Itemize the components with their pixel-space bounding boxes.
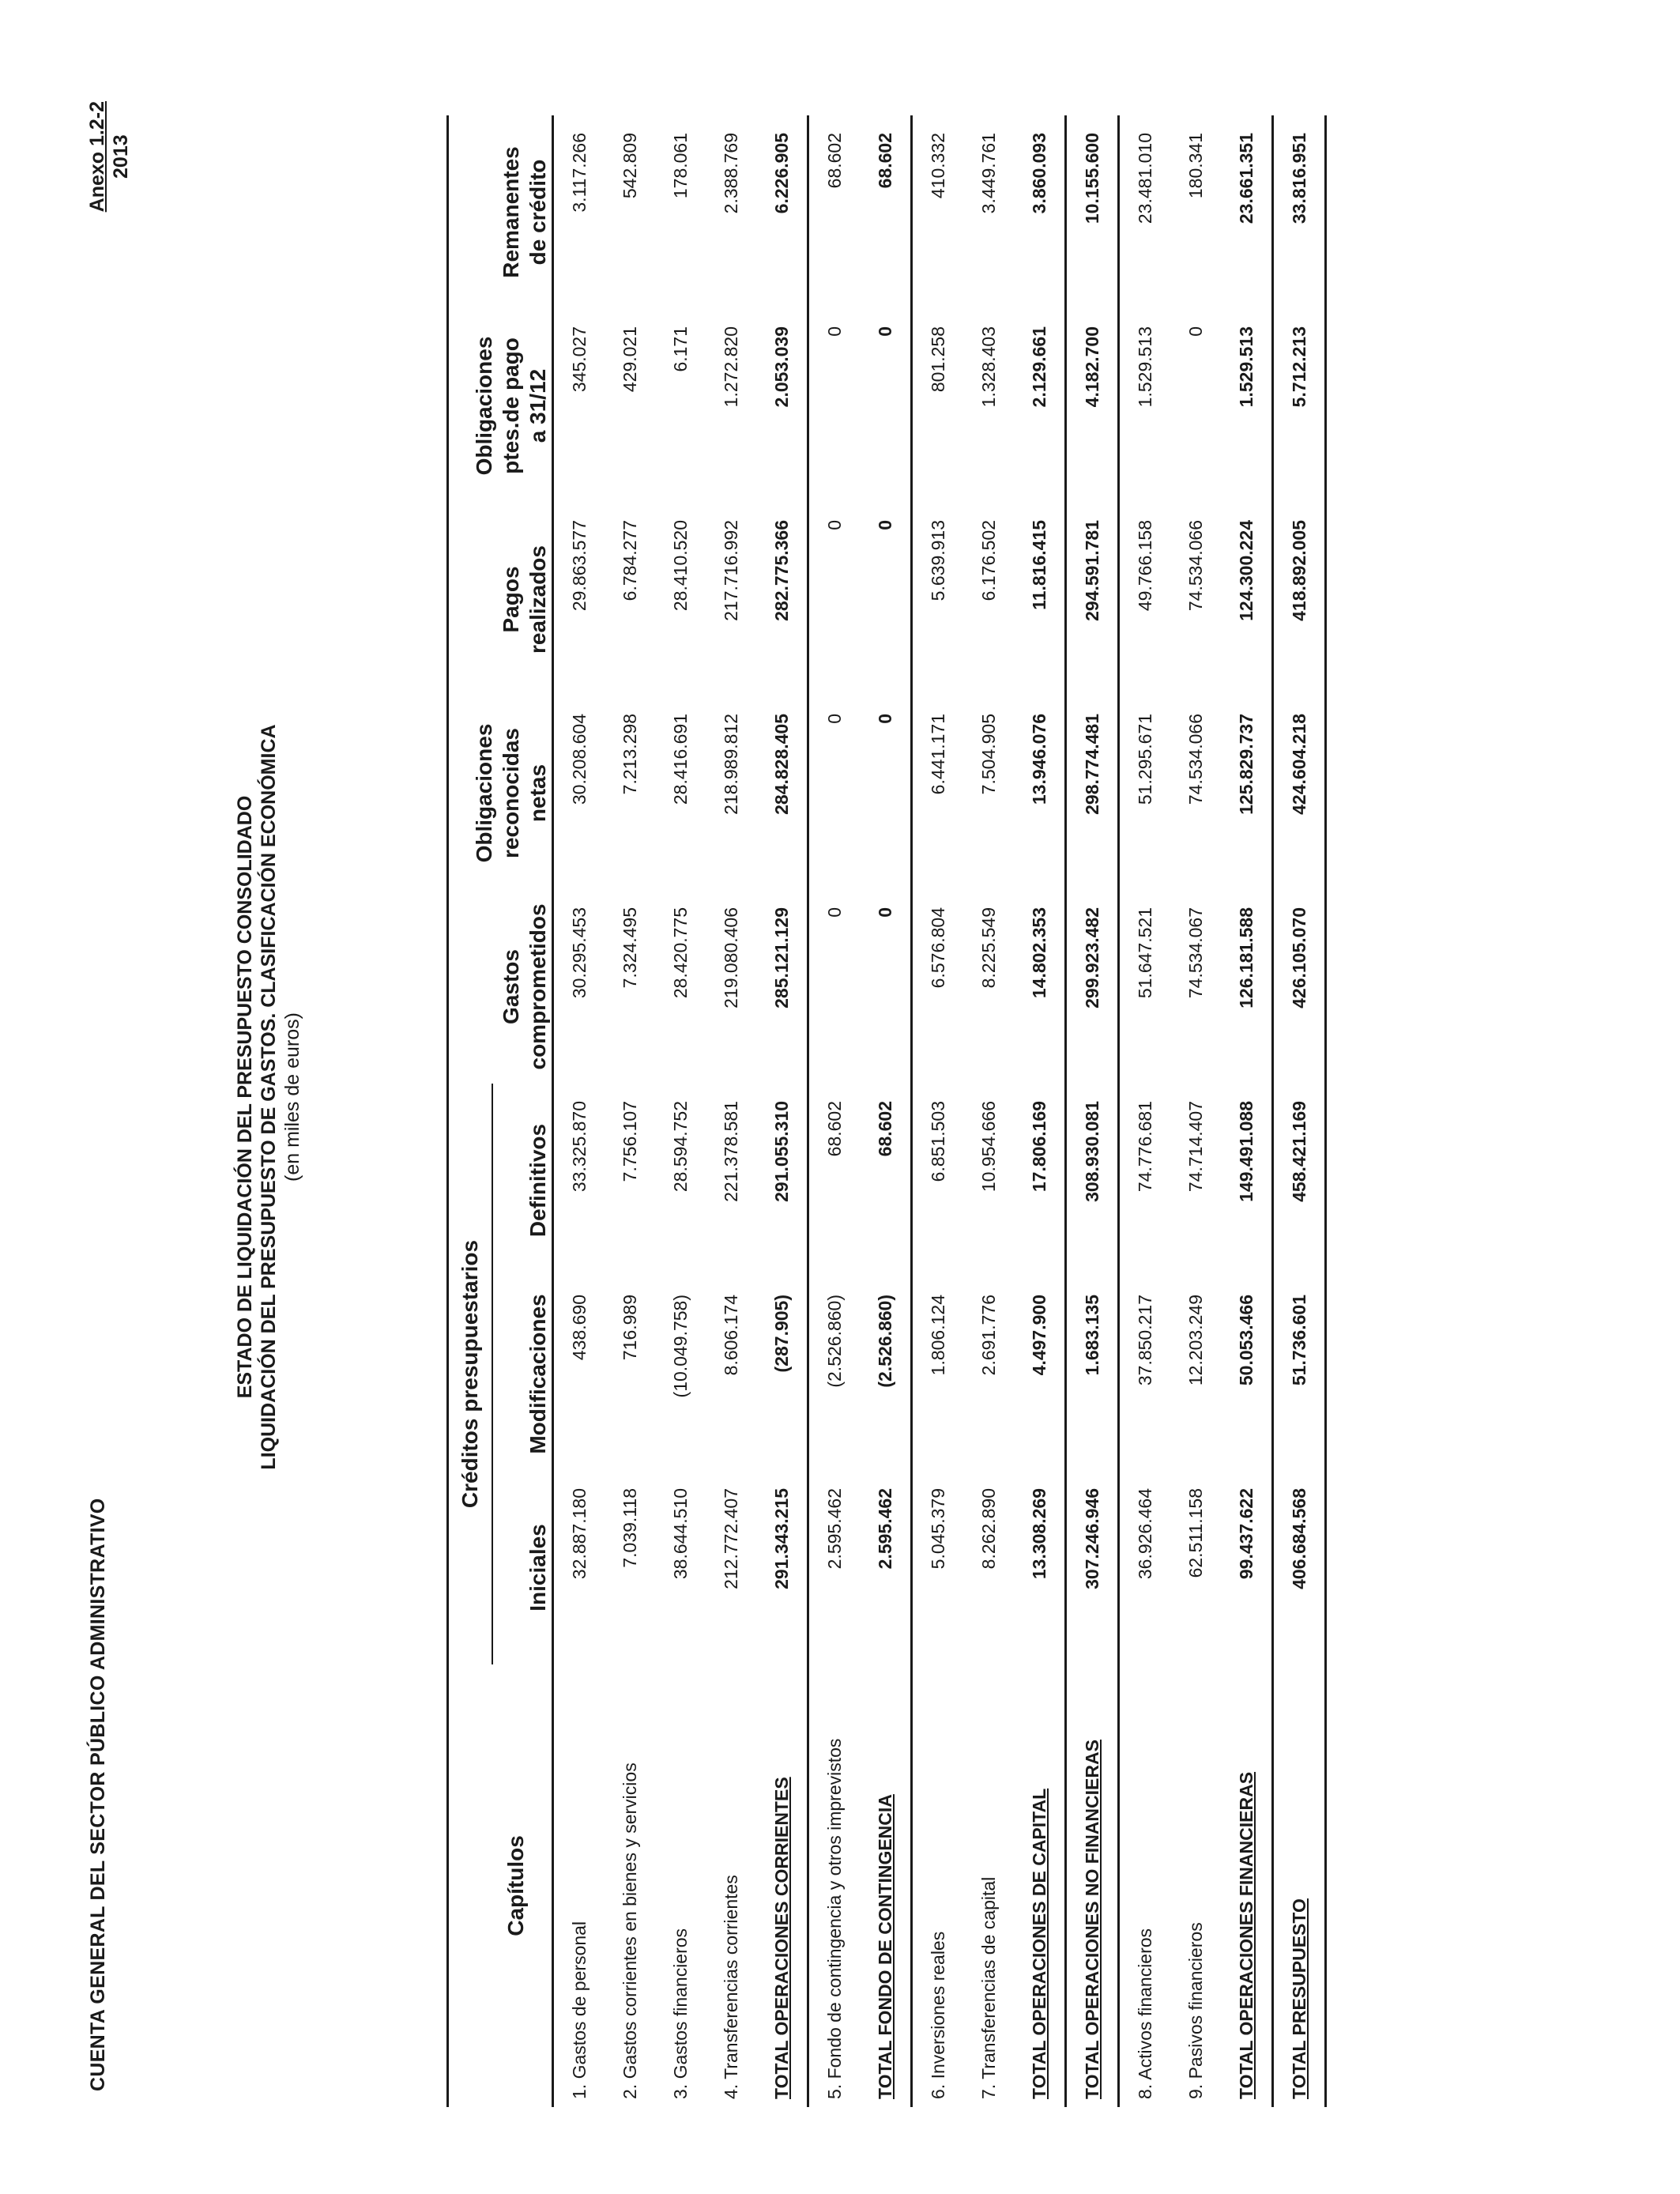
cell-remanentes: 180.341 bbox=[1185, 132, 1206, 199]
cell-iniciales: 291.343.215 bbox=[756, 1471, 808, 1664]
cell-iniciales: 38.644.510 bbox=[669, 1488, 691, 1580]
table-row bbox=[655, 115, 706, 2107]
cell-modificaciones: (2.526.860) bbox=[860, 1277, 912, 1471]
row-label: 3. Gastos financieros bbox=[669, 1928, 691, 2099]
cell-obligaciones: 51.295.671 bbox=[1134, 713, 1155, 805]
budget-table bbox=[446, 115, 1327, 2107]
cell-pendientes: 345.027 bbox=[568, 326, 590, 393]
cell-definitivos: 17.806.169 bbox=[1014, 1084, 1066, 1277]
table-total-row bbox=[1273, 115, 1326, 2107]
title-line-1: ESTADO DE LIQUIDACIÓN DEL PRESUPUESTO CONSOLIDADO bbox=[234, 795, 256, 1399]
cell-definitivos: 221.378.581 bbox=[720, 1100, 741, 1202]
cell-obligaciones: 28.416.691 bbox=[669, 713, 691, 805]
organization-header: CUENTA GENERAL DEL SECTOR PÚBLICO ADMINISTRATIVO bbox=[87, 1498, 109, 2091]
cell-comprometidos: 126.181.588 bbox=[1221, 890, 1273, 1084]
cell-pendientes: 0 bbox=[860, 309, 912, 503]
cell-obligaciones: 7.213.298 bbox=[619, 713, 640, 795]
annex-label: Anexo 1.2-2 bbox=[86, 101, 108, 213]
cell-pendientes: 429.021 bbox=[619, 326, 640, 393]
cell-modificaciones: 12.203.249 bbox=[1185, 1295, 1206, 1386]
cell-iniciales: 62.511.158 bbox=[1185, 1488, 1206, 1578]
row-label: 4. Transferencias corrientes bbox=[720, 1875, 741, 2099]
row-label: 6. Inversiones reales bbox=[927, 1931, 948, 2099]
cell-comprometidos: 30.295.453 bbox=[568, 907, 590, 999]
row-label: 5. Fondo de contingencia y otros imprevistos bbox=[823, 1738, 845, 2099]
row-label: 9. Pasivos financieros bbox=[1185, 1922, 1206, 2099]
cell-pagos: 418.892.005 bbox=[1273, 503, 1326, 696]
cell-iniciales: 307.246.946 bbox=[1066, 1471, 1119, 1664]
cell-definitivos: 6.851.503 bbox=[927, 1100, 948, 1182]
table-row bbox=[963, 115, 1014, 2107]
cell-comprometidos: 14.802.353 bbox=[1014, 890, 1066, 1084]
cell-obligaciones: 7.504.905 bbox=[977, 713, 999, 795]
cell-obligaciones: 0 bbox=[860, 696, 912, 890]
table-total-row bbox=[860, 115, 912, 2107]
cell-remanentes: 23.661.351 bbox=[1221, 115, 1273, 309]
cell-pagos: 29.863.577 bbox=[568, 519, 590, 612]
header-remanentes: Remanentes de crédito bbox=[448, 115, 553, 309]
cell-comprometidos: 74.534.067 bbox=[1185, 907, 1206, 999]
cell-iniciales: 36.926.464 bbox=[1134, 1488, 1155, 1580]
row-label: TOTAL OPERACIONES DE CAPITAL bbox=[1014, 1664, 1066, 2107]
cell-obligaciones: 13.946.076 bbox=[1014, 696, 1066, 890]
row-label: 2. Gastos corrientes en bienes y servicios bbox=[619, 1762, 640, 2099]
cell-iniciales: 5.045.379 bbox=[927, 1488, 948, 1570]
cell-comprometidos: 299.923.482 bbox=[1066, 890, 1119, 1084]
cell-pendientes: 2.053.039 bbox=[756, 309, 808, 503]
cell-modificaciones: 51.736.601 bbox=[1273, 1277, 1326, 1471]
cell-modificaciones: 438.690 bbox=[568, 1295, 590, 1361]
cell-obligaciones: 298.774.481 bbox=[1066, 696, 1119, 890]
cell-comprometidos: 7.324.495 bbox=[619, 907, 640, 989]
cell-definitivos: 68.602 bbox=[823, 1100, 845, 1157]
row-label: 1. Gastos de personal bbox=[568, 1921, 590, 2099]
cell-definitivos: 291.055.310 bbox=[756, 1084, 808, 1277]
document-title bbox=[233, 0, 304, 2194]
header-definitivos: Definitivos bbox=[492, 1084, 553, 1277]
cell-obligaciones: 6.441.171 bbox=[927, 713, 948, 795]
cell-pendientes: 4.182.700 bbox=[1066, 309, 1119, 503]
header-capitulos: Capítulos bbox=[448, 1664, 553, 2107]
header-modificaciones: Modificaciones bbox=[492, 1277, 553, 1471]
header-gastos-comprometidos: Gastos comprometidos bbox=[448, 890, 553, 1084]
cell-modificaciones: 2.691.776 bbox=[977, 1295, 999, 1376]
unit-note: (en miles de euros) bbox=[281, 1012, 303, 1182]
cell-pendientes: 1.529.513 bbox=[1134, 326, 1155, 408]
cell-pagos: 294.591.781 bbox=[1066, 503, 1119, 696]
cell-remanentes: 410.332 bbox=[927, 132, 948, 199]
cell-obligaciones: 125.829.737 bbox=[1221, 696, 1273, 890]
cell-comprometidos: 426.105.070 bbox=[1273, 890, 1326, 1084]
row-label: 8. Activos financieros bbox=[1134, 1928, 1155, 2099]
table-total-row bbox=[1221, 115, 1273, 2107]
cell-pagos: 0 bbox=[860, 503, 912, 696]
cell-iniciales: 212.772.407 bbox=[720, 1488, 741, 1589]
cell-modificaciones: 4.497.900 bbox=[1014, 1277, 1066, 1471]
cell-pendientes: 0 bbox=[823, 326, 845, 337]
cell-iniciales: 2.595.462 bbox=[823, 1488, 845, 1570]
cell-definitivos: 7.756.107 bbox=[619, 1100, 640, 1182]
cell-remanentes: 542.809 bbox=[619, 132, 640, 199]
cell-remanentes: 2.388.769 bbox=[720, 132, 741, 214]
cell-modificaciones: 37.850.217 bbox=[1134, 1295, 1155, 1386]
title-line-2: LIQUIDACIÓN DEL PRESUPUESTO DE GASTOS. CLASIFICACIÓN ECONÓMICA bbox=[258, 724, 280, 1470]
cell-modificaciones: (10.049.758) bbox=[669, 1295, 691, 1398]
header-creditos-group: Créditos presupuestarios bbox=[448, 1084, 493, 1664]
cell-pendientes: 6.171 bbox=[669, 326, 691, 372]
cell-pagos: 28.410.520 bbox=[669, 519, 691, 612]
table-total-row bbox=[1066, 115, 1119, 2107]
row-label: 7. Transferencias de capital bbox=[977, 1876, 999, 2099]
annex-year: 2013 bbox=[110, 134, 132, 179]
cell-definitivos: 308.930.081 bbox=[1066, 1084, 1119, 1277]
cell-definitivos: 458.421.169 bbox=[1273, 1084, 1326, 1277]
cell-remanentes: 68.602 bbox=[823, 132, 845, 189]
cell-iniciales: 7.039.118 bbox=[619, 1488, 640, 1568]
cell-remanentes: 178.061 bbox=[669, 132, 691, 199]
cell-pendientes: 2.129.661 bbox=[1014, 309, 1066, 503]
header-obligaciones-pendientes: Obligaciones ptes.de pago a 31/12 bbox=[448, 309, 553, 503]
cell-remanentes: 33.816.951 bbox=[1273, 115, 1326, 309]
table-row bbox=[1119, 115, 1171, 2107]
cell-remanentes: 3.117.266 bbox=[568, 132, 590, 213]
cell-pagos: 5.639.913 bbox=[927, 519, 948, 601]
cell-pendientes: 1.328.403 bbox=[977, 326, 999, 408]
cell-iniciales: 8.262.890 bbox=[977, 1488, 999, 1570]
cell-pagos: 217.716.992 bbox=[720, 519, 741, 621]
cell-definitivos: 74.776.681 bbox=[1134, 1100, 1155, 1193]
table-row bbox=[706, 115, 756, 2107]
header-pagos-realizados: Pagos realizados bbox=[448, 503, 553, 696]
table-row bbox=[808, 115, 861, 2107]
cell-definitivos: 68.602 bbox=[860, 1084, 912, 1277]
cell-obligaciones: 218.989.812 bbox=[720, 713, 741, 815]
cell-comprometidos: 0 bbox=[860, 890, 912, 1084]
cell-pendientes: 1.529.513 bbox=[1221, 309, 1273, 503]
cell-pagos: 124.300.224 bbox=[1221, 503, 1273, 696]
cell-comprometidos: 219.080.406 bbox=[720, 907, 741, 1008]
cell-iniciales: 2.595.462 bbox=[860, 1471, 912, 1664]
row-label: TOTAL FONDO DE CONTINGENCIA bbox=[860, 1664, 912, 2107]
cell-comprometidos: 8.225.549 bbox=[977, 907, 999, 989]
cell-iniciales: 99.437.622 bbox=[1221, 1471, 1273, 1664]
cell-modificaciones: 8.606.174 bbox=[720, 1295, 741, 1376]
cell-pendientes: 1.272.820 bbox=[720, 326, 741, 408]
row-label: TOTAL OPERACIONES CORRIENTES bbox=[756, 1664, 808, 2107]
cell-obligaciones: 74.534.066 bbox=[1185, 713, 1206, 805]
row-label: TOTAL PRESUPUESTO bbox=[1273, 1664, 1326, 2107]
row-label: TOTAL OPERACIONES FINANCIERAS bbox=[1221, 1664, 1273, 2107]
row-label: TOTAL OPERACIONES NO FINANCIERAS bbox=[1066, 1664, 1119, 2107]
cell-pagos: 6.176.502 bbox=[977, 519, 999, 601]
cell-remanentes: 6.226.905 bbox=[756, 115, 808, 309]
cell-remanentes: 23.481.010 bbox=[1134, 132, 1155, 224]
cell-pagos: 74.534.066 bbox=[1185, 519, 1206, 612]
cell-definitivos: 28.594.752 bbox=[669, 1100, 691, 1193]
header-obligaciones-reconocidas: Obligaciones reconocidas netas bbox=[448, 696, 553, 890]
table-row bbox=[912, 115, 964, 2107]
table-row bbox=[605, 115, 655, 2107]
cell-comprometidos: 6.576.804 bbox=[927, 907, 948, 989]
cell-obligaciones: 424.604.218 bbox=[1273, 696, 1326, 890]
cell-modificaciones: 1.806.124 bbox=[927, 1295, 948, 1376]
cell-definitivos: 74.714.407 bbox=[1185, 1100, 1206, 1193]
cell-pagos: 282.775.366 bbox=[756, 503, 808, 696]
cell-remanentes: 10.155.600 bbox=[1066, 115, 1119, 309]
table-row bbox=[553, 115, 605, 2107]
cell-obligaciones: 284.828.405 bbox=[756, 696, 808, 890]
cell-obligaciones: 30.208.604 bbox=[568, 713, 590, 805]
table-body bbox=[553, 115, 1326, 2107]
cell-definitivos: 33.325.870 bbox=[568, 1100, 590, 1193]
cell-modificaciones: (287.905) bbox=[756, 1277, 808, 1471]
annex-block bbox=[85, 101, 133, 212]
cell-comprometidos: 28.420.775 bbox=[669, 907, 691, 999]
cell-remanentes: 3.860.093 bbox=[1014, 115, 1066, 309]
cell-obligaciones: 0 bbox=[823, 713, 845, 724]
cell-comprometidos: 0 bbox=[823, 907, 845, 918]
table-total-row bbox=[756, 115, 808, 2107]
cell-definitivos: 10.954.666 bbox=[977, 1100, 999, 1193]
cell-iniciales: 32.887.180 bbox=[568, 1488, 590, 1580]
cell-pagos: 0 bbox=[823, 519, 845, 530]
cell-modificaciones: (2.526.860) bbox=[823, 1295, 845, 1388]
cell-comprometidos: 285.121.129 bbox=[756, 890, 808, 1084]
header-iniciales: Iniciales bbox=[492, 1471, 553, 1664]
cell-definitivos: 149.491.088 bbox=[1221, 1084, 1273, 1277]
cell-remanentes: 68.602 bbox=[860, 115, 912, 309]
cell-pendientes: 801.258 bbox=[927, 326, 948, 393]
table-total-row bbox=[1014, 115, 1066, 2107]
cell-comprometidos: 51.647.521 bbox=[1134, 907, 1155, 999]
table-row bbox=[1170, 115, 1221, 2107]
cell-remanentes: 3.449.761 bbox=[977, 132, 999, 214]
cell-iniciales: 13.308.269 bbox=[1014, 1471, 1066, 1664]
cell-iniciales: 406.684.568 bbox=[1273, 1471, 1326, 1664]
cell-modificaciones: 716.989 bbox=[619, 1295, 640, 1361]
cell-pagos: 6.784.277 bbox=[619, 519, 640, 601]
cell-pendientes: 5.712.213 bbox=[1273, 309, 1326, 503]
cell-pagos: 49.766.158 bbox=[1134, 519, 1155, 612]
cell-pendientes: 0 bbox=[1185, 326, 1206, 337]
cell-pagos: 11.816.415 bbox=[1014, 503, 1066, 696]
cell-modificaciones: 50.053.466 bbox=[1221, 1277, 1273, 1471]
cell-modificaciones: 1.683.135 bbox=[1066, 1277, 1119, 1471]
